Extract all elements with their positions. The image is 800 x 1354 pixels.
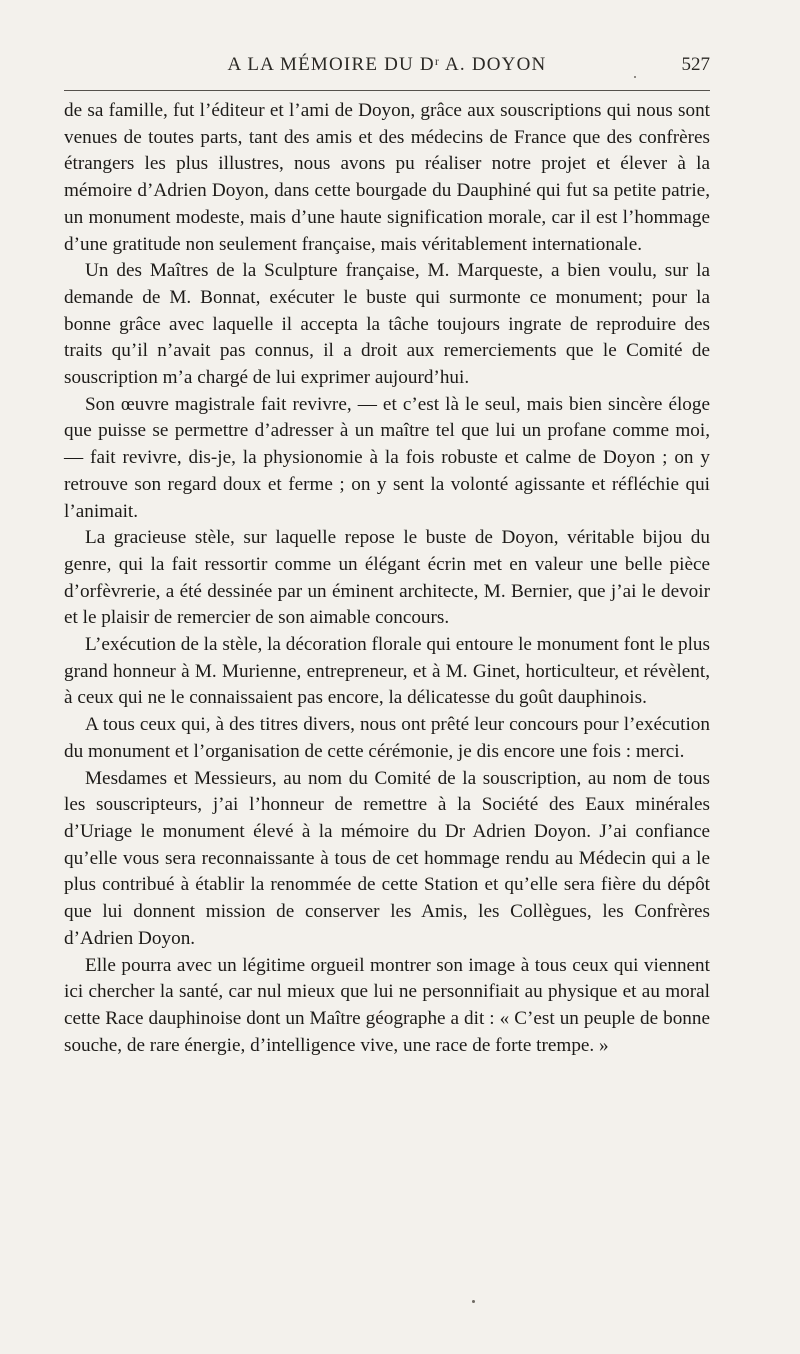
paragraph-3: Son œuvre magistrale fait revivre, — et c’est là le seul, mais bien sincère éloge que puisse se permettre d’adresser à un maître tel que lui un profane comme moi, — fait revivre, dis-je, la physionomie à la fois robuste et calme de Doyon ; on y retrouve son regard doux et ferme ; on y sent la volonté agissante et réfléchie qui l’animait. (64, 393, 710, 522)
paragraph-7: Mesdames et Messieurs, au nom du Comité de la souscription, au nom de tous les souscripteurs, j’ai l’honneur de remettre à la Société des Eaux minérales d’Uriage le monument élevé à la mémoire du Dr Adrien Doyon. J’ai confiance qu’elle vous sera reconnaissante à tous de cet hommage rendu au Médecin qui a le plus contribué à établir la renommée de cette Station et qu’elle sera fière du dépôt que lui donnent mission de conserver les Amis, les Collègues, les Confrères d’Adrien Doyon. (64, 767, 710, 949)
paragraph-1: de sa famille, fut l’éditeur et l’ami de Doyon, grâce aux souscriptions qui nous sont venues de toutes parts, tant des amis et des médecins de France que des confrères étrangers les plus illustres, nous avons pu réaliser notre projet et élever à la mémoire d’Adrien Doyon, dans cette bourgade du Dauphiné qui fut sa petite patrie, un monument modeste, mais d’une haute signification morale, car il est l’hommage d’une gratitude non seulement française, mais véritablement internationale. (64, 100, 710, 255)
print-speck (472, 1300, 475, 1303)
print-speck (634, 76, 636, 78)
page-number: 527 (681, 54, 710, 75)
paragraph-2: Un des Maîtres de la Sculpture française, M. Marqueste, a bien voulu, sur la demande de M. Bonnat, exécuter le buste qui surmonte ce monument; pour la bonne grâce avec laquelle il accepta la tâche toujours ingrate de reproduire des traits qu’il n’avait pas connus, il a droit aux remerciements que le Comité de souscription m’a chargé de lui exprimer aujourd’hui. (64, 260, 710, 389)
paragraph-4: La gracieuse stèle, sur laquelle repose le buste de Doyon, véritable bijou du genre, qui la fait ressortir comme un élégant écrin met en valeur une belle pièce d’orfèvrerie, a été dessinée par un éminent architecte, M. Bernier, que j’ai le devoir et le plaisir de remercier de son aimable concours. (64, 527, 710, 629)
body-text (64, 98, 710, 1059)
paragraph-5: L’exécution de la stèle, la décoration florale qui entoure le monument font le plus grand honneur à M. Murienne, entrepreneur, et à M. Ginet, horticulteur, et révèlent, à ceux qui ne le connaissaient pas encore, la délicatesse du goût dauphinois. (64, 634, 710, 709)
paragraph-6: A tous ceux qui, à des titres divers, nous ont prêté leur concours pour l’exécution du monument et l’organisation de cette cérémonie, je dis encore une fois : merci. (64, 714, 710, 762)
running-head (64, 48, 710, 78)
running-title: A LA MÉMOIRE DU Dʳ A. DOYON (227, 54, 547, 75)
header-rule (64, 90, 710, 91)
paragraph-8: Elle pourra avec un légitime orgueil montrer son image à tous ceux qui viennent ici chercher la santé, car nul mieux que lui ne personnifiait au physique et au moral cette Race dauphinoise dont un Maître géographe a dit : « C’est un peuple de bonne souche, de rare énergie, d’intelligence vive, une race de forte trempe. » (64, 954, 710, 1056)
